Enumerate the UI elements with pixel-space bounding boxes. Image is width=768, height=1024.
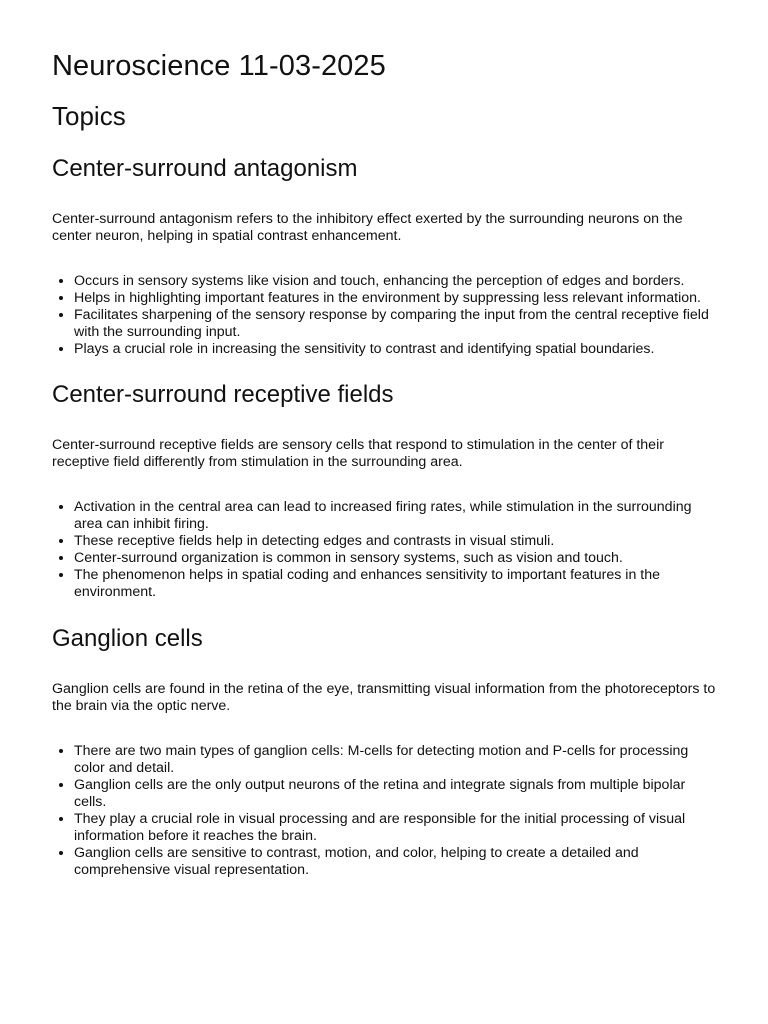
list-item: • Helps in highlighting important features in the environment by suppressing less relevant information. <box>74 290 716 307</box>
list-item: • Ganglion cells are the only output neurons of the retina and integrate signals from multiple bipolar cells. <box>74 777 716 811</box>
list-item: • These receptive fields help in detecting edges and contrasts in visual stimuli. <box>74 533 716 550</box>
section-heading: Ganglion cells <box>52 625 203 652</box>
list-item: • The phenomenon helps in spatial coding and enhances sensitivity to important features in the environment. <box>74 567 716 601</box>
list-item: • Ganglion cells are sensitive to contrast, motion, and color, helping to create a detailed and comprehensive visual representation. <box>74 845 716 879</box>
section-center-surround-antagonism <box>52 154 716 358</box>
list-item: • Center-surround organization is common in sensory systems, such as vision and touch. <box>74 550 716 567</box>
list-item: • They play a crucial role in visual processing and are responsible for the initial processing of visual information before it reaches the brain. <box>74 811 716 845</box>
topics-heading: Topics <box>52 101 126 131</box>
list-item: • Plays a crucial role in increasing the sensitivity to contrast and identifying spatial boundaries. <box>74 341 716 358</box>
section-description: Center-surround antagonism refers to the inhibitory effect exerted by the surrounding neurons on the center neuron, helping in spatial contrast enhancement. <box>52 211 683 244</box>
section-ganglion-cells <box>52 624 716 879</box>
list-item: • Occurs in sensory systems like vision and touch, enhancing the perception of edges and borders. <box>74 273 716 290</box>
bullet-list <box>52 743 716 879</box>
section-center-surround-receptive-fields <box>52 380 716 601</box>
list-item: • Activation in the central area can lead to increased firing rates, while stimulation in the surrounding area can inhibit firing. <box>74 499 716 533</box>
list-item: • There are two main types of ganglion cells: M-cells for detecting motion and P-cells for processing color and detail. <box>74 743 716 777</box>
bullet-list <box>52 499 716 601</box>
bullet-list <box>52 273 716 358</box>
section-description: Ganglion cells are found in the retina of the eye, transmitting visual information from the photoreceptors to the brain via the optic nerve. <box>52 681 716 714</box>
document-title: Neuroscience 11-03-2025 <box>52 50 386 82</box>
section-description: Center-surround receptive fields are sensory cells that respond to stimulation in the center of their receptive field differently from stimulation in the surrounding area. <box>52 437 664 470</box>
section-heading: Center-surround antagonism <box>52 155 358 182</box>
list-item: • Facilitates sharpening of the sensory response by comparing the input from the central receptive field with the surrounding input. <box>74 307 716 341</box>
section-heading: Center-surround receptive fields <box>52 381 394 408</box>
